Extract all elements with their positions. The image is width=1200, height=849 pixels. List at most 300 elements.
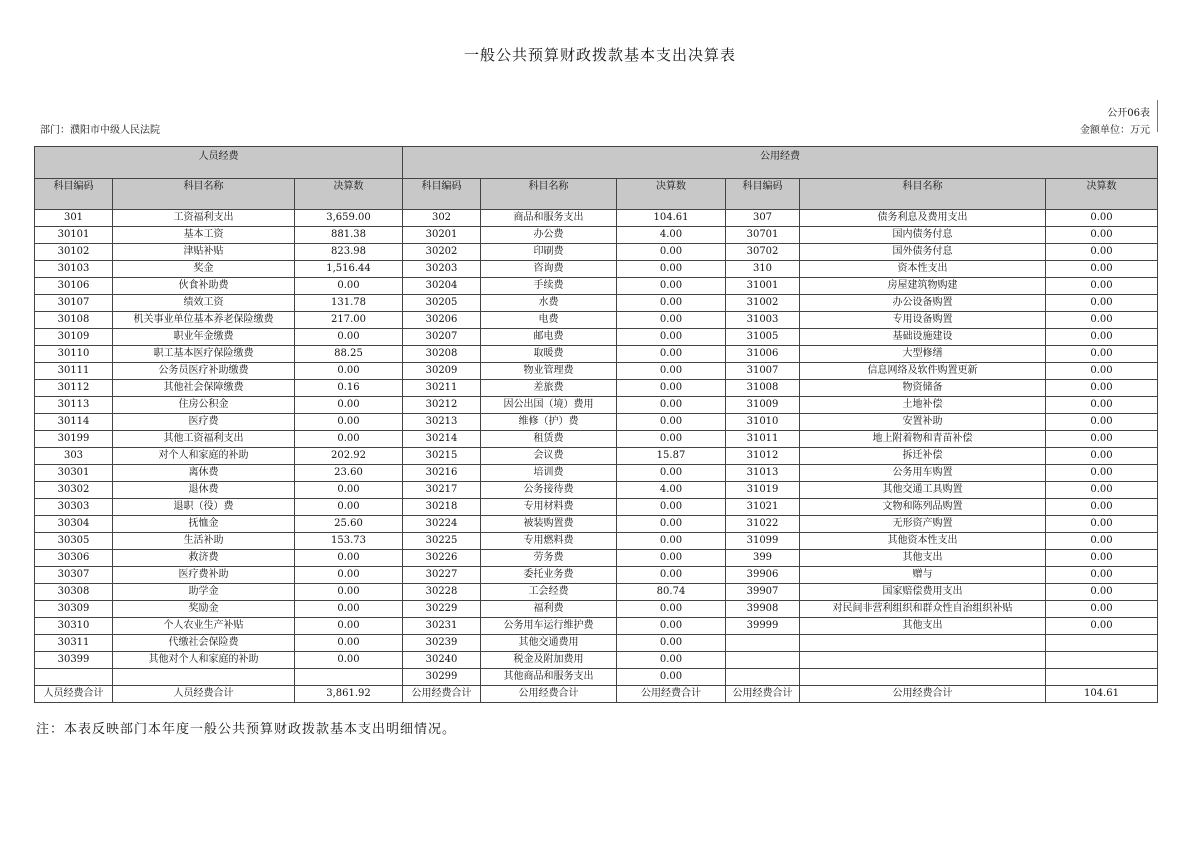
cell-name: 住房公积金 — [113, 397, 295, 414]
cell-name: 奖励金 — [113, 601, 295, 618]
cell-amount: 0.00 — [1046, 516, 1158, 533]
cell-name: 信息网络及软件购置更新 — [800, 363, 1046, 380]
cell-code: 30109 — [35, 329, 113, 346]
cell-code: 30309 — [35, 601, 113, 618]
cell-name: 拆迁补偿 — [800, 448, 1046, 465]
col-code: 科目编码 — [403, 179, 481, 210]
cell-name: 资本性支出 — [800, 261, 1046, 278]
col-name: 科目名称 — [113, 179, 295, 210]
cell-code: 31001 — [726, 278, 800, 295]
cell-code: 31019 — [726, 482, 800, 499]
cell-amount: 3,659.00 — [295, 210, 403, 227]
cell-code: 30204 — [403, 278, 481, 295]
cell-amount: 0.00 — [617, 346, 726, 363]
cell-amount: 0.00 — [295, 618, 403, 635]
cell-code: 30212 — [403, 397, 481, 414]
cell-amount: 0.00 — [295, 363, 403, 380]
table-row — [35, 448, 1158, 465]
cell-amount: 0.00 — [617, 652, 726, 669]
table-row — [35, 550, 1158, 567]
table-row — [35, 278, 1158, 295]
table-row — [35, 397, 1158, 414]
cell-amount: 4.00 — [617, 227, 726, 244]
cell-code: 30202 — [403, 244, 481, 261]
cell-amount: 1,516.44 — [295, 261, 403, 278]
group-public: 公用经费 — [403, 147, 1158, 179]
page-title: 一般公共预算财政拨款基本支出决算表 — [463, 46, 736, 64]
cell-amount: 104.61 — [617, 210, 726, 227]
table-row — [35, 261, 1158, 278]
cell-name: 被装购置费 — [481, 516, 617, 533]
cell-name: 退职（役）费 — [113, 499, 295, 516]
table-row — [35, 380, 1158, 397]
cell-name: 办公费 — [481, 227, 617, 244]
cell-name: 商品和服务支出 — [481, 210, 617, 227]
cell-name: 水费 — [481, 295, 617, 312]
budget-table — [34, 146, 1158, 703]
cell-amount: 0.00 — [1046, 329, 1158, 346]
cell-code: 30107 — [35, 295, 113, 312]
table-row — [35, 431, 1158, 448]
cell-code: 30102 — [35, 244, 113, 261]
cell-name: 租赁费 — [481, 431, 617, 448]
cell-name: 对民间非营利组织和群众性自治组织补贴 — [800, 601, 1046, 618]
cell-amount: 0.00 — [1046, 465, 1158, 482]
cell-name: 公务用车运行维护费 — [481, 618, 617, 635]
cell-amount: 153.73 — [295, 533, 403, 550]
cell-code: 30308 — [35, 584, 113, 601]
cell-code: 31003 — [726, 312, 800, 329]
cell-name: 物业管理费 — [481, 363, 617, 380]
cell-amount: 0.00 — [1046, 210, 1158, 227]
footnote: 注：本表反映部门本年度一般公共预算财政拨款基本支出明细情况。 — [36, 722, 457, 737]
cell-name — [800, 652, 1046, 669]
cell-code: 30310 — [35, 618, 113, 635]
cell-name: 委托业务费 — [481, 567, 617, 584]
cell-code: 30226 — [403, 550, 481, 567]
cell-code: 30306 — [35, 550, 113, 567]
cell-amount: 0.00 — [617, 669, 726, 686]
cell-amount: 25.60 — [295, 516, 403, 533]
cell-amount: 0.00 — [617, 414, 726, 431]
cell-name: 个人农业生产补贴 — [113, 618, 295, 635]
table-row — [35, 669, 1158, 686]
cell-code: 30299 — [403, 669, 481, 686]
cell-amount: 0.00 — [1046, 618, 1158, 635]
table-row — [35, 465, 1158, 482]
table-row — [35, 635, 1158, 652]
cell-code: 30112 — [35, 380, 113, 397]
cell-amount: 0.00 — [1046, 482, 1158, 499]
cell-amount: 0.00 — [617, 601, 726, 618]
cell-code — [726, 635, 800, 652]
cell-code: 39907 — [726, 584, 800, 601]
cell-name: 对个人和家庭的补助 — [113, 448, 295, 465]
cell-name: 助学金 — [113, 584, 295, 601]
cell-amount: 0.00 — [617, 618, 726, 635]
cell-name: 离休费 — [113, 465, 295, 482]
cell-name: 国内债务付息 — [800, 227, 1046, 244]
cell-code: 30302 — [35, 482, 113, 499]
total-name: 人员经费合计 — [113, 686, 295, 703]
cell-code: 30110 — [35, 346, 113, 363]
table-row — [35, 346, 1158, 363]
cell-amount: 0.00 — [1046, 397, 1158, 414]
cell-code: 39906 — [726, 567, 800, 584]
cell-name: 工会经费 — [481, 584, 617, 601]
cell-code: 30106 — [35, 278, 113, 295]
total-row — [35, 686, 1158, 703]
table-row — [35, 533, 1158, 550]
cell-code: 30301 — [35, 465, 113, 482]
total-amount: 公用经费合计 — [617, 686, 726, 703]
cell-amount: 0.00 — [295, 567, 403, 584]
col-name: 科目名称 — [481, 179, 617, 210]
cell-name: 公务接待费 — [481, 482, 617, 499]
cell-amount: 0.00 — [295, 329, 403, 346]
cell-code: 30307 — [35, 567, 113, 584]
total-name: 公用经费合计 — [800, 686, 1046, 703]
form-number: 公开06表 — [1107, 108, 1150, 119]
col-code: 科目编码 — [726, 179, 800, 210]
cell-code: 30240 — [403, 652, 481, 669]
cell-amount: 0.00 — [617, 380, 726, 397]
cell-code: 30208 — [403, 346, 481, 363]
group-personnel: 人员经费 — [35, 147, 403, 179]
cell-code: 30108 — [35, 312, 113, 329]
cell-amount: 0.00 — [295, 431, 403, 448]
cell-amount: 0.00 — [1046, 261, 1158, 278]
cell-code: 30111 — [35, 363, 113, 380]
col-amount: 决算数 — [295, 179, 403, 210]
cell-code: 39999 — [726, 618, 800, 635]
cell-name: 地上附着物和青苗补偿 — [800, 431, 1046, 448]
cell-amount: 0.00 — [617, 329, 726, 346]
cell-code: 30227 — [403, 567, 481, 584]
cell-name: 其他商品和服务支出 — [481, 669, 617, 686]
cell-amount: 0.00 — [295, 601, 403, 618]
cell-amount: 0.00 — [295, 414, 403, 431]
col-name: 科目名称 — [800, 179, 1046, 210]
cell-amount: 15.87 — [617, 448, 726, 465]
cell-code — [726, 652, 800, 669]
group-header-row — [35, 147, 1158, 179]
cell-amount: 88.25 — [295, 346, 403, 363]
cell-name: 专用燃料费 — [481, 533, 617, 550]
cell-amount: 823.98 — [295, 244, 403, 261]
table-row — [35, 414, 1158, 431]
cell-amount: 0.00 — [1046, 550, 1158, 567]
cell-code: 31006 — [726, 346, 800, 363]
cell-name: 奖金 — [113, 261, 295, 278]
cell-name: 医疗费补助 — [113, 567, 295, 584]
cell-amount: 0.00 — [617, 516, 726, 533]
cell-amount: 0.00 — [617, 499, 726, 516]
cell-name: 其他社会保障缴费 — [113, 380, 295, 397]
total-name: 公用经费合计 — [481, 686, 617, 703]
cell-amount: 0.00 — [295, 550, 403, 567]
cell-amount: 0.00 — [1046, 601, 1158, 618]
cell-code: 30218 — [403, 499, 481, 516]
cell-name: 职业年金缴费 — [113, 329, 295, 346]
cell-amount: 881.38 — [295, 227, 403, 244]
cell-name: 公务员医疗补助缴费 — [113, 363, 295, 380]
cell-amount: 0.00 — [617, 397, 726, 414]
cell-name: 工资福利支出 — [113, 210, 295, 227]
cell-name: 其他交通工具购置 — [800, 482, 1046, 499]
cell-code: 399 — [726, 550, 800, 567]
cell-name: 其他资本性支出 — [800, 533, 1046, 550]
cell-amount: 0.00 — [617, 278, 726, 295]
cell-code: 310 — [726, 261, 800, 278]
margin-line — [1157, 100, 1158, 132]
cell-amount: 0.00 — [295, 652, 403, 669]
cell-name: 电费 — [481, 312, 617, 329]
cell-code: 31007 — [726, 363, 800, 380]
cell-name: 安置补助 — [800, 414, 1046, 431]
cell-code: 30203 — [403, 261, 481, 278]
cell-code: 31099 — [726, 533, 800, 550]
cell-amount: 0.00 — [1046, 431, 1158, 448]
cell-code: 30702 — [726, 244, 800, 261]
cell-code: 30239 — [403, 635, 481, 652]
cell-amount: 0.00 — [617, 295, 726, 312]
cell-amount: 4.00 — [617, 482, 726, 499]
cell-name: 办公设备购置 — [800, 295, 1046, 312]
cell-amount: 0.00 — [1046, 448, 1158, 465]
cell-code: 30225 — [403, 533, 481, 550]
cell-amount: 0.00 — [1046, 567, 1158, 584]
cell-code: 303 — [35, 448, 113, 465]
cell-amount: 131.78 — [295, 295, 403, 312]
cell-name: 抚恤金 — [113, 516, 295, 533]
total-amount: 3,861.92 — [295, 686, 403, 703]
table-row — [35, 227, 1158, 244]
cell-code: 301 — [35, 210, 113, 227]
cell-name: 会议费 — [481, 448, 617, 465]
total-code: 公用经费合计 — [403, 686, 481, 703]
cell-name: 物资储备 — [800, 380, 1046, 397]
cell-amount: 0.00 — [1046, 584, 1158, 601]
cell-name — [800, 669, 1046, 686]
cell-amount: 0.00 — [1046, 244, 1158, 261]
cell-amount: 0.00 — [617, 261, 726, 278]
cell-amount: 0.00 — [617, 635, 726, 652]
table-row — [35, 329, 1158, 346]
table-row — [35, 363, 1158, 380]
cell-code: 30224 — [403, 516, 481, 533]
cell-code — [726, 669, 800, 686]
cell-name: 债务利息及费用支出 — [800, 210, 1046, 227]
cell-code: 30399 — [35, 652, 113, 669]
cell-name: 职工基本医疗保险缴费 — [113, 346, 295, 363]
cell-code: 39908 — [726, 601, 800, 618]
cell-amount: 0.00 — [1046, 414, 1158, 431]
cell-name: 绩效工资 — [113, 295, 295, 312]
cell-code: 31009 — [726, 397, 800, 414]
cell-name: 其他工资福利支出 — [113, 431, 295, 448]
table-row — [35, 244, 1158, 261]
cell-code: 30101 — [35, 227, 113, 244]
cell-name: 其他对个人和家庭的补助 — [113, 652, 295, 669]
cell-amount — [295, 669, 403, 686]
cell-name: 土地补偿 — [800, 397, 1046, 414]
cell-name: 国家赔偿费用支出 — [800, 584, 1046, 601]
cell-code: 30206 — [403, 312, 481, 329]
cell-amount: 0.00 — [1046, 295, 1158, 312]
table-row — [35, 516, 1158, 533]
cell-name: 机关事业单位基本养老保险缴费 — [113, 312, 295, 329]
cell-amount: 0.00 — [1046, 533, 1158, 550]
column-header-row — [35, 179, 1158, 210]
table-row — [35, 482, 1158, 499]
cell-name: 文物和陈列品购置 — [800, 499, 1046, 516]
cell-code: 30211 — [403, 380, 481, 397]
cell-amount: 0.00 — [295, 397, 403, 414]
cell-amount — [1046, 635, 1158, 652]
cell-amount: 0.00 — [617, 533, 726, 550]
cell-name: 其他支出 — [800, 618, 1046, 635]
cell-name: 无形资产购置 — [800, 516, 1046, 533]
cell-code: 30114 — [35, 414, 113, 431]
col-amount: 决算数 — [617, 179, 726, 210]
cell-name: 专用材料费 — [481, 499, 617, 516]
cell-name: 代缴社会保险费 — [113, 635, 295, 652]
cell-code: 30701 — [726, 227, 800, 244]
cell-amount: 0.00 — [1046, 312, 1158, 329]
cell-code: 31022 — [726, 516, 800, 533]
cell-name: 因公出国（境）费用 — [481, 397, 617, 414]
cell-code: 30103 — [35, 261, 113, 278]
cell-name: 房屋建筑物购建 — [800, 278, 1046, 295]
cell-name: 伙食补助费 — [113, 278, 295, 295]
cell-code: 30305 — [35, 533, 113, 550]
cell-amount: 0.00 — [295, 482, 403, 499]
cell-amount: 0.00 — [617, 550, 726, 567]
cell-name — [113, 669, 295, 686]
cell-code: 30213 — [403, 414, 481, 431]
cell-amount: 0.00 — [1046, 227, 1158, 244]
cell-name: 大型修缮 — [800, 346, 1046, 363]
cell-code: 30199 — [35, 431, 113, 448]
cell-name: 咨询费 — [481, 261, 617, 278]
cell-code: 30209 — [403, 363, 481, 380]
cell-code: 302 — [403, 210, 481, 227]
cell-code: 31002 — [726, 295, 800, 312]
cell-amount: 0.00 — [1046, 346, 1158, 363]
cell-code: 31010 — [726, 414, 800, 431]
cell-name: 手续费 — [481, 278, 617, 295]
cell-amount — [1046, 669, 1158, 686]
cell-amount: 0.00 — [617, 567, 726, 584]
cell-amount: 217.00 — [295, 312, 403, 329]
cell-amount: 0.00 — [617, 244, 726, 261]
table-row — [35, 295, 1158, 312]
cell-name: 赠与 — [800, 567, 1046, 584]
cell-amount: 202.92 — [295, 448, 403, 465]
cell-name: 退休费 — [113, 482, 295, 499]
cell-code: 30303 — [35, 499, 113, 516]
cell-amount: 0.00 — [295, 278, 403, 295]
cell-name: 其他支出 — [800, 550, 1046, 567]
cell-code: 30216 — [403, 465, 481, 482]
col-code: 科目编码 — [35, 179, 113, 210]
cell-name — [800, 635, 1046, 652]
cell-code: 30113 — [35, 397, 113, 414]
cell-name: 劳务费 — [481, 550, 617, 567]
cell-code: 31012 — [726, 448, 800, 465]
cell-name: 专用设备购置 — [800, 312, 1046, 329]
table-row — [35, 584, 1158, 601]
table-row — [35, 499, 1158, 516]
total-amount: 104.61 — [1046, 686, 1158, 703]
table-row — [35, 601, 1158, 618]
cell-code: 31005 — [726, 329, 800, 346]
cell-code: 31021 — [726, 499, 800, 516]
cell-name: 公务用车购置 — [800, 465, 1046, 482]
cell-name: 医疗费 — [113, 414, 295, 431]
cell-name: 差旅费 — [481, 380, 617, 397]
cell-code: 307 — [726, 210, 800, 227]
cell-name: 维修（护）费 — [481, 414, 617, 431]
cell-code: 30201 — [403, 227, 481, 244]
cell-code — [35, 669, 113, 686]
department-label: 部门：濮阳市中级人民法院 — [40, 125, 160, 136]
cell-name: 国外债务付息 — [800, 244, 1046, 261]
cell-amount: 0.00 — [1046, 278, 1158, 295]
cell-name: 福利费 — [481, 601, 617, 618]
unit-label: 金额单位：万元 — [1080, 125, 1150, 136]
cell-code: 31008 — [726, 380, 800, 397]
cell-amount — [1046, 652, 1158, 669]
table-row — [35, 210, 1158, 227]
cell-name: 津贴补贴 — [113, 244, 295, 261]
total-code: 公用经费合计 — [726, 686, 800, 703]
cell-name: 基本工资 — [113, 227, 295, 244]
cell-amount: 0.00 — [1046, 499, 1158, 516]
cell-amount: 0.00 — [1046, 380, 1158, 397]
cell-amount: 0.00 — [617, 312, 726, 329]
cell-code: 31013 — [726, 465, 800, 482]
cell-amount: 0.00 — [295, 635, 403, 652]
cell-code: 30205 — [403, 295, 481, 312]
cell-amount: 0.00 — [295, 499, 403, 516]
cell-amount: 0.00 — [617, 363, 726, 380]
cell-name: 救济费 — [113, 550, 295, 567]
cell-code: 30214 — [403, 431, 481, 448]
cell-code: 30304 — [35, 516, 113, 533]
cell-code: 30311 — [35, 635, 113, 652]
cell-code: 30207 — [403, 329, 481, 346]
cell-amount: 0.00 — [617, 465, 726, 482]
cell-code: 30217 — [403, 482, 481, 499]
cell-amount: 0.00 — [1046, 363, 1158, 380]
table-row — [35, 567, 1158, 584]
total-code: 人员经费合计 — [35, 686, 113, 703]
cell-name: 税金及附加费用 — [481, 652, 617, 669]
cell-name: 印刷费 — [481, 244, 617, 261]
cell-code: 30231 — [403, 618, 481, 635]
cell-name: 邮电费 — [481, 329, 617, 346]
cell-amount: 0.00 — [295, 584, 403, 601]
cell-name: 取暖费 — [481, 346, 617, 363]
cell-code: 31011 — [726, 431, 800, 448]
table-row — [35, 652, 1158, 669]
table-row — [35, 618, 1158, 635]
cell-code: 30228 — [403, 584, 481, 601]
cell-code: 30229 — [403, 601, 481, 618]
cell-code: 30215 — [403, 448, 481, 465]
